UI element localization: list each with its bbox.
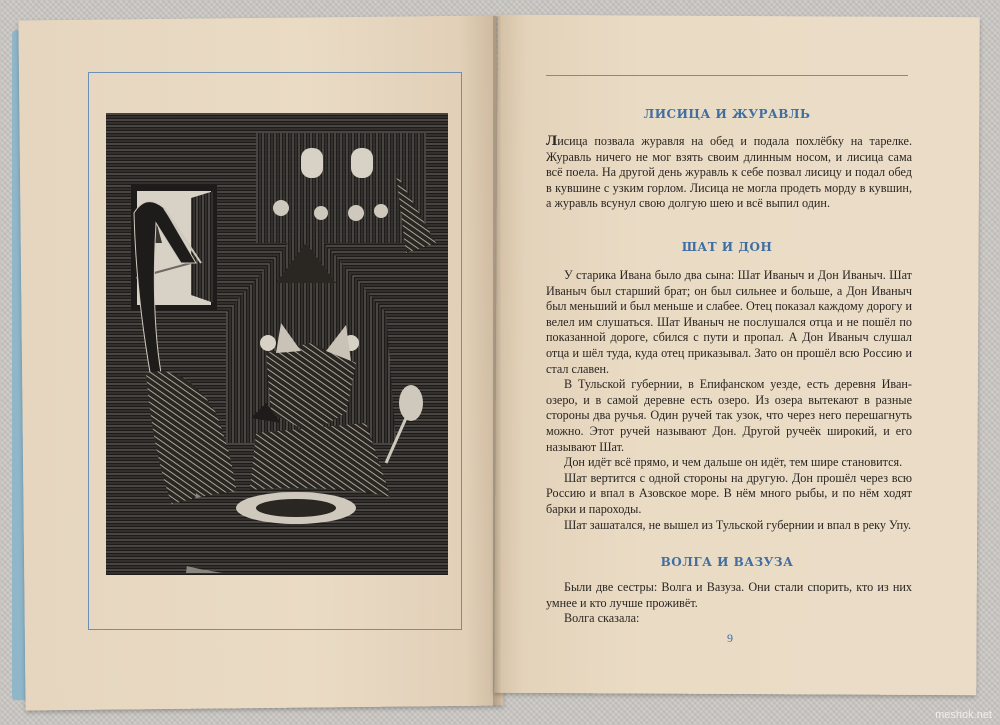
page-number: 9 xyxy=(727,631,733,645)
book-spine xyxy=(493,16,501,706)
story-title-shat-and-don: ШАТ И ДОН xyxy=(681,240,773,254)
paragraph: В Тульской губернии, в Епифанском уезде, есть деревня Иван-озеро, и в самой деревне есть озеро. Из озера вытекают в разные стороны два ручья. Один ручей так узок, что через него перешагнуть можно. Этот ручей называют Дон. Другой ручеёк широкий, и его называют Шат. xyxy=(546,377,912,454)
paragraph: Волга сказала: xyxy=(564,611,640,626)
story-text-fox-and-crane xyxy=(546,134,912,212)
story-title-volga-and-vazuza: ВОЛГА И ВАЗУЗА xyxy=(660,555,794,569)
watermark: meshok.net xyxy=(935,709,992,721)
paragraph: Дон идёт всё прямо, и чем дальше он идёт, тем шире становится. xyxy=(564,455,903,470)
story-text-volga-and-vazuza xyxy=(546,580,912,627)
paragraph-text: исица позвала журавля на обед и подала похлёбку на тарелке. Журавль ничего не мог взять своим длинным носом, и лисица сама всё поела. На другой день журавль к себе позвал лисицу и подал обед в кувшине с узким горлом. Лисица не могла продеть морду в кувшин, а журавль всунул свою долгую шею и всё выпил один. xyxy=(546,134,912,211)
paragraph: Были две сестры: Волга и Вазуза. Они стали спорить, кто из них умнее и кто лучше проживёт. xyxy=(546,580,912,610)
story-text-shat-and-don xyxy=(546,268,912,533)
paragraph: Шат вертится с одной стороны на другую. Дон прошёл через всю Россию и впал в Азовское море. В нём много рыбы, и по нём ходят барки и пароходы. xyxy=(546,470,912,516)
story-title-fox-and-crane: ЛИСИЦА И ЖУРАВЛЬ xyxy=(643,107,811,121)
woodcut-icon xyxy=(106,113,448,575)
top-rule xyxy=(546,75,908,76)
paragraph: У старика Ивана было два сына: Шат Иваныч и Дон Иваныч. Шат Иваныч был старший брат; он был сильнее и больше, а Дон Иваныч был меньший и был меньше и слабее. Отец показал каждому дорогу и велел им слушаться. Шат Иваныч не послушался отца и не пошёл по показанной дороге, сбился с пути и пропал. А Дон Иваныч слушал отца и шёл туда, куда отец приказывал. Зато он прошёл всю Россию и стал славен. xyxy=(546,268,912,376)
paragraph: Шат зашатался, не вышел из Тульской губернии и впал в реку Упу. xyxy=(564,517,912,532)
paragraph xyxy=(546,134,912,212)
woodcut-fox-and-crane-illustration xyxy=(106,113,448,575)
drop-cap: Л xyxy=(546,133,558,149)
